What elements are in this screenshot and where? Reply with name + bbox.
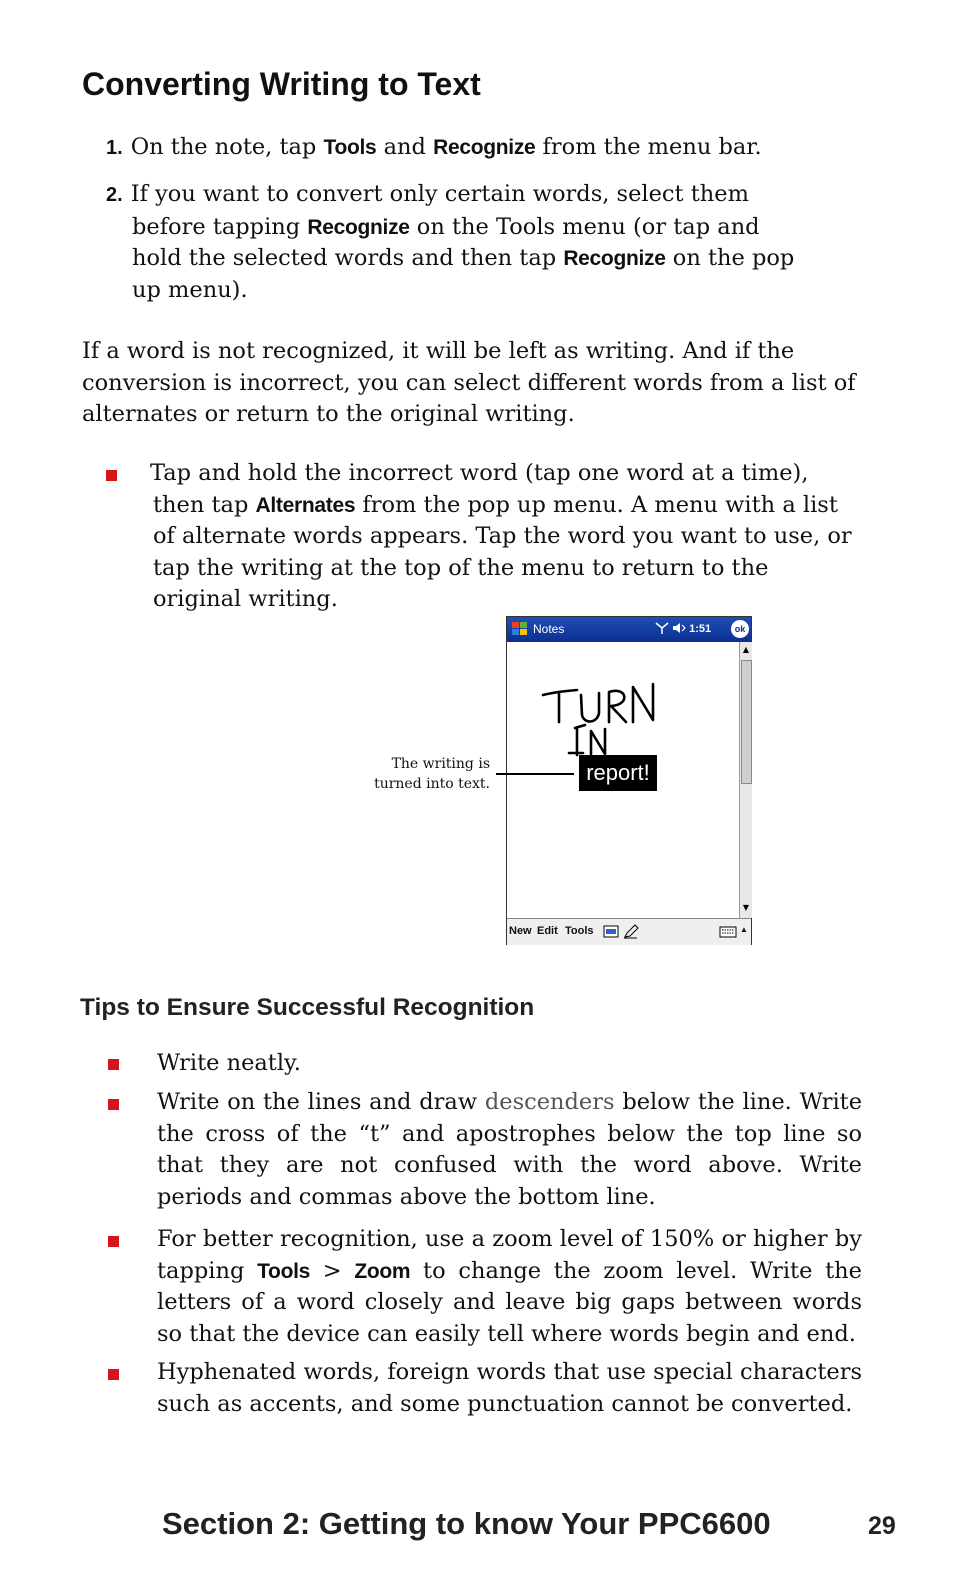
recognize-keyword: Recognize <box>433 136 536 159</box>
bullet-square-icon <box>108 1059 119 1070</box>
scrollbar[interactable] <box>739 642 752 918</box>
scroll-thumb[interactable] <box>741 660 752 784</box>
recognize-keyword: Recognize <box>563 247 666 270</box>
tip-write-neatly: Write neatly. <box>157 1050 301 1076</box>
callout-line <box>496 773 574 775</box>
page-title: Converting Writing to Text <box>82 66 481 102</box>
tip-lines: Write on the lines and draw descenders below the line. Write the cross of the “t” and apostrophes below the top line so that they are not confused with the word above. Write periods and commas above the bottom line. <box>157 1089 863 1210</box>
bullet-square-icon <box>106 470 117 481</box>
status-area <box>655 622 711 635</box>
tools-keyword: Tools <box>323 136 377 159</box>
bullet-square-icon <box>108 1369 119 1380</box>
app-name: Notes <box>533 622 565 636</box>
handwriting-ink <box>537 675 667 757</box>
tips-heading: Tips to Ensure Successful Recognition <box>80 994 535 1021</box>
section-footer: Section 2: Getting to know Your PPC6600 <box>162 1506 771 1541</box>
intro-paragraph: If a word is not recognized, it will be left as writing. And if the conversion is incorrect, you can select different words from a list of alternates or return to the original writing. <box>82 338 856 427</box>
tip-unsupported: Hyphenated words, foreign words that use special characters such as accents, and some punctuation cannot be converted. <box>157 1359 862 1417</box>
pen-icon[interactable] <box>623 924 639 939</box>
tap-and-hold-bullet: Tap and hold the incorrect word (tap one word at a time), then tap Alternates from the pop up menu. A menu with a list of alternate words appears. Tap the word you want to use, or tap the writing at the top of the menu to return to the original writing. <box>150 460 852 612</box>
clock: 1:51 <box>689 623 712 635</box>
descenders-term: descenders <box>484 1089 615 1115</box>
bullet-square-icon <box>108 1099 119 1110</box>
keyboard-icon[interactable] <box>719 926 737 938</box>
menu-tools[interactable]: Tools <box>565 925 594 937</box>
notes-screenshot <box>506 616 752 945</box>
step-number: 2. <box>106 184 123 206</box>
menu-edit[interactable]: Edit <box>537 925 558 937</box>
antenna-icon <box>655 622 669 634</box>
input-menu-arrow-icon[interactable]: ▲ <box>740 925 748 934</box>
recognize-icon[interactable] <box>603 925 619 938</box>
scroll-down-icon[interactable]: ▼ <box>742 903 750 912</box>
speaker-icon <box>672 622 686 634</box>
recognized-text[interactable]: report! <box>579 755 657 791</box>
zoom-keyword: Zoom <box>354 1259 411 1283</box>
scroll-up-icon[interactable]: ▲ <box>742 645 750 654</box>
menu-new[interactable]: New <box>509 925 532 937</box>
step-number: 1. <box>106 137 123 159</box>
alternates-keyword: Alternates <box>255 493 356 517</box>
title-bar <box>507 617 751 642</box>
tools-keyword: Tools <box>257 1259 311 1283</box>
menu-bar <box>507 918 751 945</box>
ok-button[interactable]: ok <box>731 620 749 638</box>
bullet-square-icon <box>108 1236 119 1247</box>
callout-text: The writing is turned into text. <box>374 756 490 792</box>
windows-logo-icon <box>511 621 529 637</box>
tip-zoom: For better recognition, use a zoom level of 150% or higher by tapping Tools > Zoom to change the zoom level. Write the letters of a word closely and leave big gaps between words so that the device can easily tell where words begin and end. <box>157 1226 862 1347</box>
step-2: 2. If you want to convert only certain words, select them before tapping Recognize on the Tools menu (or tap and hold the selected words and then tap Recognize on the pop up menu). <box>106 181 795 303</box>
step-1: 1. On the note, tap Tools and Recognize from the menu bar. <box>106 134 762 160</box>
recognize-keyword: Recognize <box>307 215 410 239</box>
page-number: 29 <box>868 1512 896 1540</box>
